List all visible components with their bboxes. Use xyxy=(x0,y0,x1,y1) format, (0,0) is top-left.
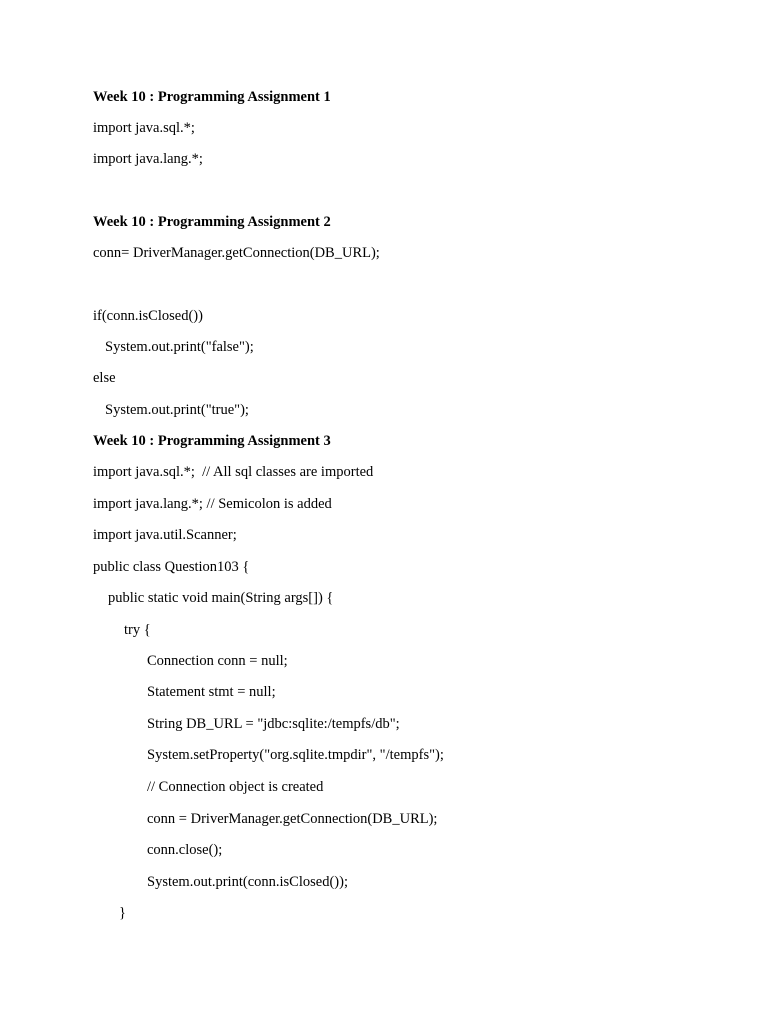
code-line: System.out.print(conn.isClosed()); xyxy=(147,874,348,890)
code-line: try { xyxy=(124,622,151,638)
code-line: conn= DriverManager.getConnection(DB_URL); xyxy=(93,245,380,261)
code-line: System.out.print("false"); xyxy=(105,339,254,355)
code-line: } xyxy=(119,905,126,921)
assignment-2-heading: Week 10 : Programming Assignment 2 xyxy=(93,214,331,230)
code-line: import java.lang.*; xyxy=(93,151,203,167)
code-comment-line: // Connection object is created xyxy=(147,779,324,795)
code-line: import java.sql.*; xyxy=(93,120,195,136)
code-line: Statement stmt = null; xyxy=(147,684,276,700)
code-line: import java.lang.*; // Semicolon is added xyxy=(93,496,332,512)
code-line: public class Question103 { xyxy=(93,559,250,575)
code-line: import java.util.Scanner; xyxy=(93,527,237,543)
assignment-1-heading: Week 10 : Programming Assignment 1 xyxy=(93,89,331,105)
code-line: else xyxy=(93,370,116,386)
code-line: String DB_URL = "jdbc:sqlite:/tempfs/db"; xyxy=(147,716,400,732)
code-line: System.setProperty("org.sqlite.tmpdir", "/tempfs"); xyxy=(147,747,444,763)
code-line: Connection conn = null; xyxy=(147,653,288,669)
code-line: System.out.print("true"); xyxy=(105,402,249,418)
code-line: public static void main(String args[]) { xyxy=(108,590,334,606)
code-line: if(conn.isClosed()) xyxy=(93,308,203,324)
code-line: import java.sql.*; // All sql classes are imported xyxy=(93,464,374,480)
code-line: conn = DriverManager.getConnection(DB_URL); xyxy=(147,811,438,827)
code-line: conn.close(); xyxy=(147,842,223,858)
assignment-3-heading: Week 10 : Programming Assignment 3 xyxy=(93,433,331,449)
